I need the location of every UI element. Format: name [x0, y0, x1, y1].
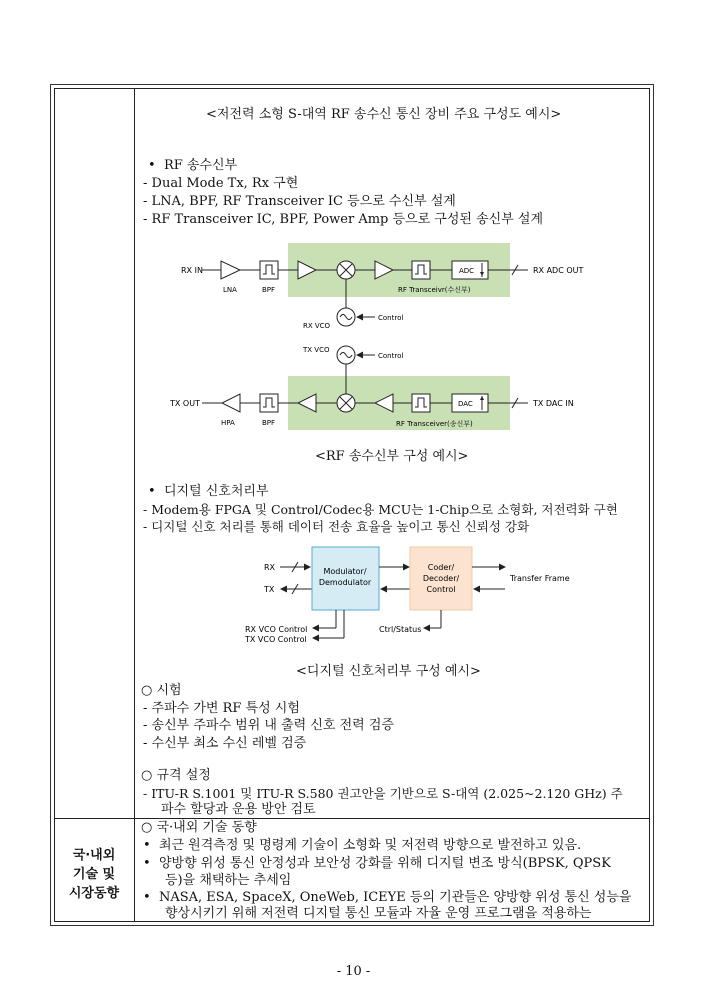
trend-bullet-text: 최근 원격측정 및 명령계 기술이 소형화 및 저전력 방향으로 발전하고 있음.: [158, 838, 582, 853]
rx-bpf-label: BPF: [262, 286, 276, 294]
rx-transceiver-label: RF Transceivr(수신부): [398, 286, 471, 294]
column-divider: [134, 88, 135, 922]
rf-caption: <RF 송수신부 구성 예시>: [315, 449, 469, 464]
rf-transceiver-diagram: [135, 230, 649, 440]
tx-bpf2-icon: [412, 394, 430, 412]
trend-bullet: • NASA, ESA, SpaceX, OneWeb, ICEYE 등의 기관들은 양방향 위성 통신 성능을: [143, 890, 632, 905]
hpa-label: HPA: [221, 419, 235, 427]
trend-bullet-cont: 향상시키기 위해 저전력 디지털 통신 모듈과 자율 운영 프로그램을 적용하는: [165, 906, 592, 921]
trend-bullet: • 최근 원격측정 및 명령계 기술이 소형화 및 저전력 방향으로 발전하고 있음.: [143, 838, 582, 853]
test-item: - 주파수 가변 RF 특성 시험: [143, 701, 300, 716]
main-caption: <저전력 소형 S-대역 RF 송수신 통신 장비 주요 구성도 예시>: [206, 107, 562, 122]
rf-item: - RF Transceiver IC, BPF, Power Amp 등으로 구성된 송신부 설계: [143, 212, 544, 227]
rx-label: RX: [264, 563, 276, 572]
page-number: - 10 -: [336, 964, 371, 979]
hpa-amplifier-icon: [222, 394, 240, 412]
ctrl-status-label: Ctrl/Status: [379, 625, 422, 634]
tx-out-label: TX OUT: [170, 399, 200, 408]
digital-processing-diagram: [135, 540, 649, 655]
spec-heading: ○ 규격 설정: [141, 768, 211, 783]
modulator-label: Modulator/: [323, 567, 367, 576]
rf-heading-text: RF 송수신부: [163, 158, 238, 173]
spec-line: 파수 할당과 운용 방안 검토: [161, 802, 316, 817]
decoder-label: Decoder/: [422, 574, 460, 583]
rx-vco-control-label: RX VCO Control: [245, 625, 308, 634]
digital-item: - Modem용 FPGA 및 Control/Codec용 MCU는 1-Chip으로 소형화, 저전력화 구현: [143, 502, 618, 517]
side-label-line: 기술 및: [72, 867, 116, 882]
rx-in-label: RX IN: [181, 266, 203, 275]
rf-item: - Dual Mode Tx, Rx 구현: [143, 176, 299, 191]
transfer-frame-label: Transfer Frame: [510, 574, 570, 583]
lna-amplifier-icon: [221, 261, 240, 279]
rx-control-label: Control: [378, 314, 404, 322]
rf-heading: • RF 송수신부: [148, 158, 238, 173]
trend-bullet: • 양방향 위성 통신 안정성과 보안성 강화를 위해 디지털 변조 방식(BPSK, QPSK: [143, 856, 611, 871]
control-label: Control: [426, 585, 456, 594]
trend-bullet-text: 양방향 위성 통신 안정성과 보안성 강화를 위해 디지털 변조 방식(BPSK, QPSK: [158, 856, 611, 871]
tx-label: TX: [264, 585, 275, 594]
digital-caption: <디지털 신호처리부 구성 예시>: [296, 664, 481, 679]
demodulator-label: Demodulator: [318, 578, 372, 587]
side-label-line: 시장동향: [68, 886, 120, 901]
tx-dac-in-label: TX DAC IN: [533, 399, 574, 408]
rx-bpf-icon: [260, 261, 278, 279]
dac-label: DAC: [458, 400, 473, 408]
digital-item: - 디지털 신호 처리를 통해 데이터 전송 효율을 높이고 통신 신뢰성 강화: [143, 519, 530, 534]
test-item: - 송신부 주파수 범위 내 출력 신호 전력 검증: [143, 718, 394, 733]
trend-bullet-text: NASA, ESA, SpaceX, OneWeb, ICEYE 등의 기관들은 양방향 위성 통신 성능을: [158, 890, 632, 905]
rx-adc-out-label: RX ADC OUT: [533, 266, 584, 275]
tx-bpf-icon: [260, 394, 278, 412]
tx-transceiver-label: RF Transceiver(송신부): [396, 420, 473, 428]
coder-label: Coder/: [427, 563, 455, 572]
test-heading: ○ 시험: [141, 683, 182, 698]
trend-heading: ○ 국·내외 기술 동향: [141, 820, 257, 835]
tx-bpf-label: BPF: [262, 419, 276, 427]
side-label-line: 국·내외: [72, 848, 116, 863]
trend-bullet-cont: 등)을 채택하는 추세임: [165, 873, 292, 888]
test-item: - 수신부 최소 수신 레벨 검증: [143, 736, 307, 751]
rx-bpf2-icon: [412, 261, 430, 279]
rx-vco-label: RX VCO: [303, 322, 331, 330]
digital-heading-text: 디지털 신호처리부: [163, 484, 269, 499]
spec-line: - ITU-R S.1001 및 ITU-R S.580 권고안을 기반으로 S-대역 (2.025~2.120 GHz) 주: [143, 786, 623, 801]
tx-vco-control-label: TX VCO Control: [245, 635, 307, 644]
digital-heading: • 디지털 신호처리부: [148, 484, 269, 499]
row-divider: [54, 818, 650, 819]
tx-control-label: Control: [378, 352, 404, 360]
rf-item: - LNA, BPF, RF Transceiver IC 등으로 수신부 설계: [143, 194, 456, 209]
tx-vco-label: TX VCO: [303, 346, 330, 354]
lna-label: LNA: [223, 286, 237, 294]
adc-label: ADC: [459, 267, 475, 275]
